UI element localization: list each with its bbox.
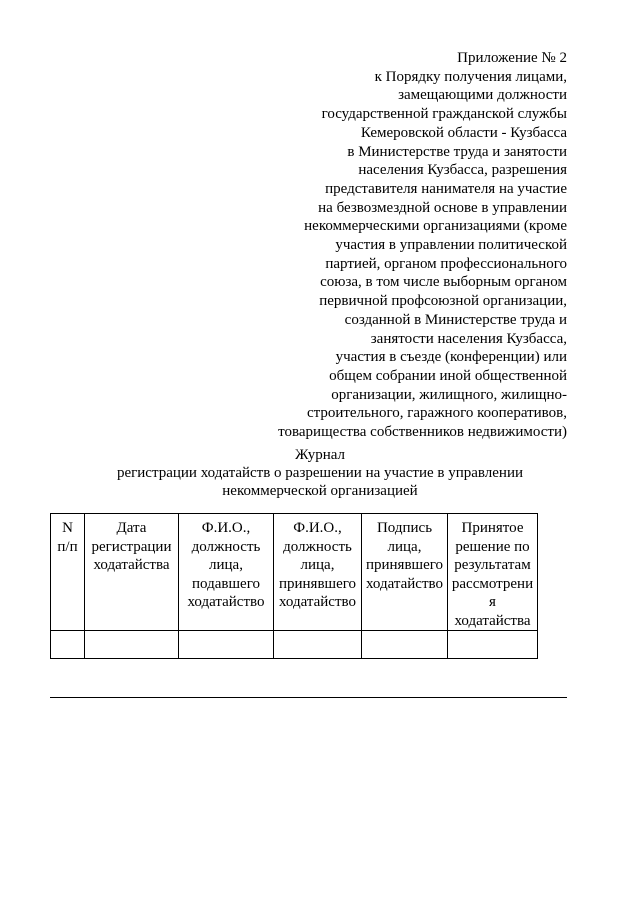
appendix-text-line: занятости населения Кузбасса, bbox=[370, 330, 567, 347]
table-cell bbox=[179, 631, 274, 659]
journal-heading bbox=[0, 446, 640, 500]
appendix-text-line: участия в управлении политической bbox=[335, 237, 567, 254]
footnote-separator-line bbox=[50, 697, 567, 698]
appendix-text-line: строительного, гаражного кооперативов, bbox=[306, 405, 567, 422]
appendix-text-line: общем собрании иной общественной bbox=[329, 367, 567, 384]
column-header-text-line: ходатайства bbox=[454, 612, 531, 629]
appendix-text-line: к Порядку получения лицами, bbox=[374, 68, 567, 85]
column-header-text-line: Подпись bbox=[376, 520, 433, 536]
column-header-text-line: подавшего bbox=[192, 575, 260, 592]
column-header-text-line: лица, bbox=[387, 538, 422, 555]
table-cell bbox=[448, 631, 538, 659]
column-header-text-line: ходатайство bbox=[365, 575, 443, 592]
column-header-decision bbox=[448, 514, 538, 631]
column-header-text-line: Ф.И.О., bbox=[293, 520, 342, 536]
column-header-text-line: Принятое bbox=[461, 520, 524, 536]
appendix-text-line: партией, органом профессионального bbox=[325, 255, 567, 272]
journal-subtitle-line: некоммерческой организацией bbox=[222, 483, 418, 499]
table-cell bbox=[362, 631, 448, 659]
column-header-text-line: рассмотрени bbox=[451, 575, 534, 592]
appendix-text-line: в Министерстве труда и занятости bbox=[347, 143, 567, 160]
appendix-text-line: союза, в том числе выборным органом bbox=[320, 274, 567, 291]
column-header-text-line: N bbox=[62, 520, 73, 536]
column-header-text-line: лица, bbox=[300, 557, 335, 573]
table-row bbox=[51, 631, 538, 659]
column-header-number bbox=[51, 514, 85, 631]
appendix-text-line: товарищества собственников недвижимости) bbox=[278, 424, 567, 441]
appendix-text-line: населения Кузбасса, разрешения bbox=[358, 162, 567, 179]
column-header-text-line: должность bbox=[283, 538, 352, 555]
column-header-text-line: результатам bbox=[454, 557, 531, 573]
appendix-text-line: замещающими должности bbox=[398, 87, 567, 104]
table-cell bbox=[274, 631, 362, 659]
table-header-row bbox=[51, 514, 538, 631]
journal-subtitle-line: регистрации ходатайств о разрешении на участие в управлении bbox=[116, 465, 524, 481]
column-header-text-line: я bbox=[489, 594, 496, 610]
column-header-registration-date bbox=[85, 514, 179, 631]
column-header-text-line: должность bbox=[191, 538, 261, 555]
table-cell bbox=[85, 631, 179, 659]
journal-title: Журнал bbox=[294, 447, 345, 463]
appendix-text-line: некоммерческими организациями (кроме bbox=[304, 218, 567, 235]
column-header-text-line: регистрации bbox=[91, 538, 172, 555]
column-header-text-line: принявшего bbox=[278, 575, 357, 592]
appendix-text-line: организации, жилищного, жилищно- bbox=[331, 386, 567, 403]
appendix-text-line: представителя нанимателя на участие bbox=[325, 180, 567, 197]
appendix-text-line: участия в съезде (конференции) или bbox=[335, 349, 567, 366]
appendix-header bbox=[127, 49, 567, 442]
column-header-text-line: ходатайство bbox=[278, 594, 356, 610]
column-header-text-line: п/п bbox=[57, 538, 78, 555]
column-header-signature bbox=[362, 514, 448, 631]
appendix-text-line: созданной в Министерстве труда и bbox=[344, 311, 567, 328]
column-header-receiver bbox=[274, 514, 362, 631]
column-header-text-line: принявшего bbox=[365, 557, 444, 573]
column-header-text-line: решение по bbox=[455, 538, 530, 555]
column-header-text-line: ходатайства bbox=[93, 557, 170, 573]
appendix-title: Приложение № 2 bbox=[457, 50, 567, 66]
column-header-applicant bbox=[179, 514, 274, 631]
registration-journal-table bbox=[50, 513, 538, 659]
table-cell bbox=[51, 631, 85, 659]
appendix-text-line: государственной гражданской службы bbox=[321, 106, 567, 123]
column-header-text-line: лица, bbox=[209, 557, 243, 573]
column-header-text-line: Ф.И.О., bbox=[201, 520, 251, 536]
column-header-text-line: Дата bbox=[116, 520, 147, 536]
column-header-text-line: ходатайство bbox=[187, 594, 265, 610]
appendix-text-line: первичной профсоюзной организации, bbox=[319, 293, 567, 310]
appendix-text-line: на безвозмездной основе в управлении bbox=[318, 199, 567, 216]
appendix-text-line: Кемеровской области - Кузбасса bbox=[360, 124, 567, 141]
